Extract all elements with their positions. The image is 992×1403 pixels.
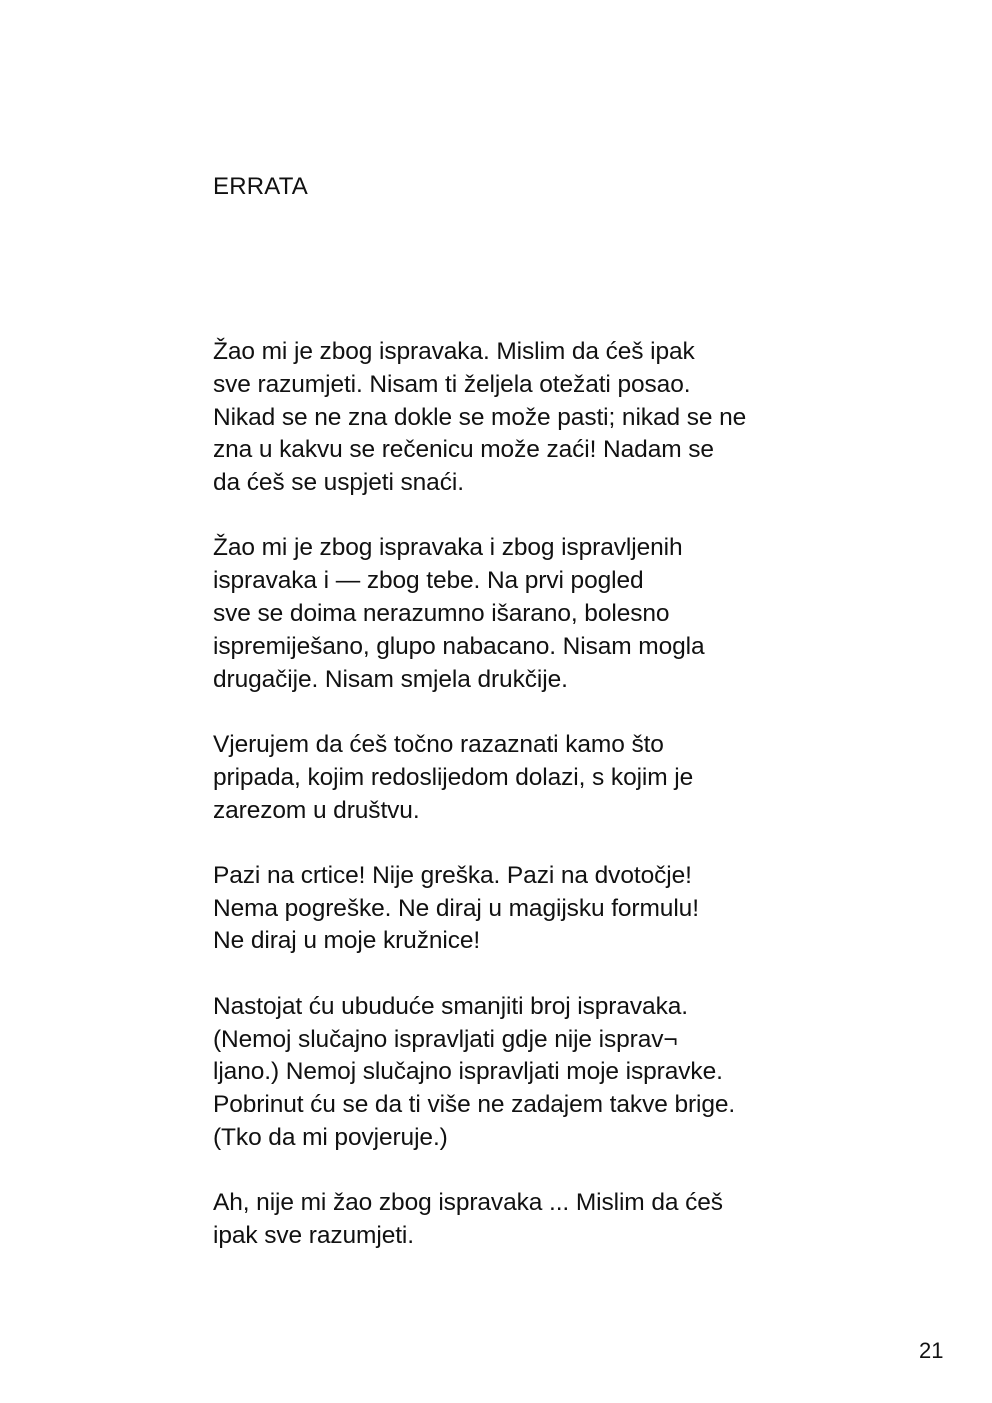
stanza-line: Pazi na crtice! Nije greška. Pazi na dvotočje! (213, 861, 692, 889)
stanza-line: (Tko da mi povjeruje.) (213, 1123, 448, 1151)
stanza-3 (213, 729, 853, 827)
stanza-line: sve se doima nerazumno išarano, bolesno (213, 600, 670, 628)
stanza-line: drugačije. Nisam smjela drukčije. (213, 665, 568, 693)
stanza-line: da ćeš se uspjeti snaći. (213, 469, 464, 497)
stanza-line: Nikad se ne zna dokle se može pasti; nikad se ne (213, 403, 747, 431)
stanza-line: pripada, kojim redoslijedom dolazi, s kojim je (213, 763, 694, 791)
stanza-line: zarezom u društvu. (213, 796, 420, 824)
stanza-2 (213, 532, 853, 696)
stanza-line: ispravaka i — zbog tebe. Na prvi pogled (213, 567, 644, 595)
stanza-line: (Nemoj slučajno ispravljati gdje nije isprav¬ (213, 1025, 678, 1053)
stanza-5 (213, 991, 853, 1155)
stanza-line: Ah, nije mi žao zbog ispravaka ... Mislim da ćeš (213, 1189, 723, 1217)
stanza-line: Žao mi je zbog ispravaka. Mislim da ćeš ipak (213, 338, 695, 365)
stanza-1 (213, 336, 853, 500)
page-number: 21 (919, 1338, 944, 1363)
stanza-line: ljano.) Nemoj slučajno ispravljati moje ispravke. (213, 1058, 723, 1086)
stanza-line: Žao mi je zbog ispravaka i zbog ispravljenih (213, 534, 683, 562)
stanza-line: zna u kakvu se rečenicu može zaći! Nadam se (213, 436, 714, 464)
stanza-line: Ne diraj u moje kružnice! (213, 927, 481, 955)
stanza-line: Nastojat ću ubuduće smanjiti broj ispravaka. (213, 992, 688, 1020)
stanza-line: ispremiješano, glupo nabacano. Nisam mogla (213, 632, 705, 660)
poem-title: ERRATA (213, 173, 308, 200)
stanza-4 (213, 860, 853, 958)
poem-body (213, 336, 853, 1285)
stanza-line: sve razumjeti. Nisam ti željela otežati posao. (213, 370, 691, 398)
stanza-line: Pobrinut ću se da ti više ne zadajem takve brige. (213, 1091, 736, 1119)
stanza-line: Vjerujem da ćeš točno razaznati kamo što (213, 730, 664, 758)
stanza-line: Nema pogreške. Ne diraj u magijsku formulu! (213, 894, 699, 922)
stanza-6 (213, 1187, 853, 1253)
stanza-line: ipak sve razumjeti. (213, 1222, 414, 1250)
